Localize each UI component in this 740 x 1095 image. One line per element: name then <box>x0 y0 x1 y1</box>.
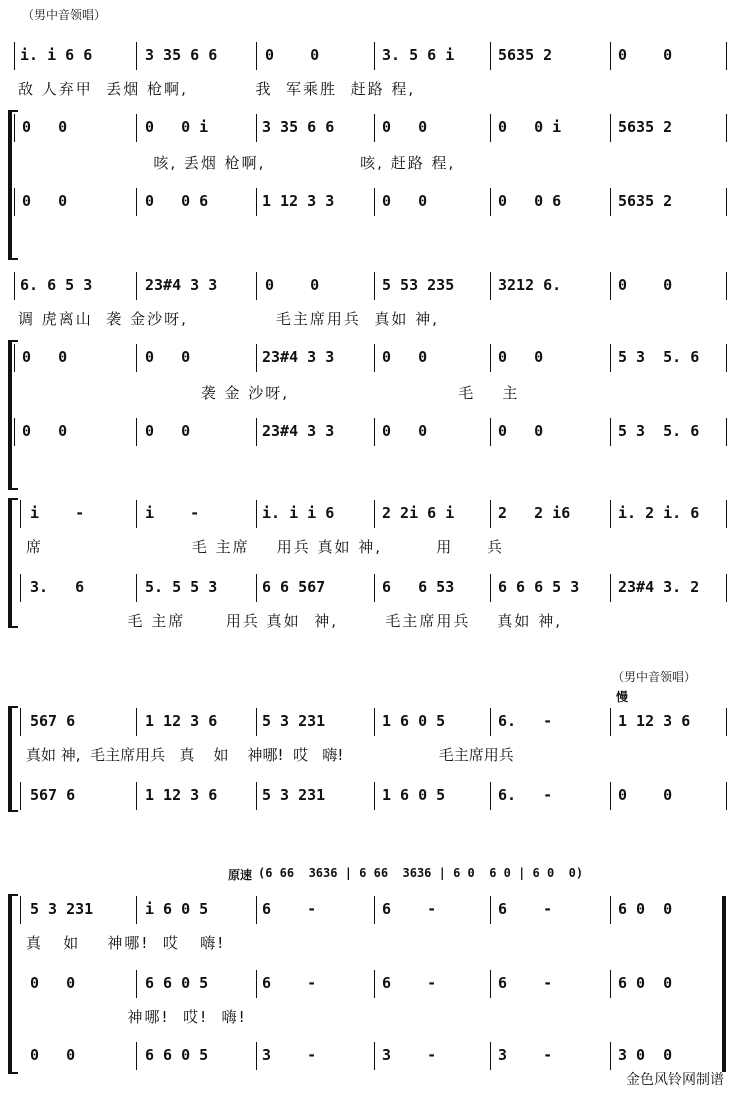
measure: 5 3 231 <box>30 900 94 918</box>
part-lead <box>0 498 740 528</box>
part-2 <box>0 572 740 602</box>
measure: 6 - <box>498 900 553 918</box>
measure: 0 0 <box>22 348 68 366</box>
measure: 5635 2 <box>498 46 553 64</box>
measure: 3 - <box>262 1046 317 1064</box>
measure: 3 - <box>382 1046 437 1064</box>
lyrics-line: 真 如 神哪! 哎 嗨! <box>26 934 226 952</box>
measure: i - <box>30 504 85 522</box>
part-2 <box>0 780 740 810</box>
measure: 0 0 i <box>498 118 562 136</box>
measure: 0 0 <box>22 422 68 440</box>
measure: 5635 2 <box>618 118 673 136</box>
lyrics-line: 席 毛 主席 用兵 真如 神, 用 兵 <box>26 538 505 556</box>
measure: 2 2i 6 i <box>382 504 455 522</box>
measure: i. 2 i. 6 <box>618 504 700 522</box>
measure: 3. 5 6 i <box>382 46 455 64</box>
measure: 3 - <box>498 1046 553 1064</box>
measure: i. i 6 6 <box>20 46 93 64</box>
lead-singer-label: （男中音领唱） <box>22 8 107 22</box>
measure: 1 12 3 6 <box>618 712 691 730</box>
part-3 <box>0 186 740 216</box>
part-2 <box>0 968 740 998</box>
part-lead <box>0 270 740 300</box>
measure: 23#4 3 3 <box>262 422 335 440</box>
measure: 0 0 <box>265 276 320 294</box>
measure: 0 0 <box>22 192 68 210</box>
part-2 <box>0 342 740 372</box>
lyrics-line: 袭 金 沙呀, 毛 主 <box>18 384 520 402</box>
measure: 3. 6 <box>30 578 85 596</box>
measure: 6 6 567 <box>262 578 326 596</box>
measure: 1 6 0 5 <box>382 786 446 804</box>
measure: 6 - <box>382 974 437 992</box>
measure: 6 0 0 <box>618 974 673 992</box>
measure: 1 12 3 3 <box>262 192 335 210</box>
measure: 0 0 <box>498 348 544 366</box>
measure: 3212 6. <box>498 276 562 294</box>
measure: 23#4 3 3 <box>262 348 335 366</box>
part-3 <box>0 416 740 446</box>
measure: 1 12 3 6 <box>145 712 218 730</box>
measure: 0 0 <box>618 46 673 64</box>
part-lead <box>0 706 740 736</box>
measure: 6 0 0 <box>618 900 673 918</box>
measure: 0 0 <box>382 192 428 210</box>
measure: 6. 6 5 3 <box>20 276 93 294</box>
measure: 6 6 6 5 3 <box>498 578 580 596</box>
accompaniment-line: (6 66 3636 | 6 66 3636 | 6 0 6 0 | 6 0 0) <box>258 866 584 880</box>
part-2 <box>0 112 740 142</box>
measure: 6. - <box>498 712 553 730</box>
measure: 0 0 <box>498 422 544 440</box>
measure: 5. 5 5 3 <box>145 578 218 596</box>
measure: 6 - <box>498 974 553 992</box>
measure: 6 6 0 5 <box>145 1046 209 1064</box>
measure: 3 35 6 6 <box>262 118 335 136</box>
measure: 0 0 <box>145 348 191 366</box>
measure: 0 0 6 <box>498 192 562 210</box>
measure: 23#4 3. 2 <box>618 578 700 596</box>
measure: 5635 2 <box>618 192 673 210</box>
part-lead <box>0 894 740 924</box>
measure: i - <box>145 504 200 522</box>
measure: 567 6 <box>30 786 76 804</box>
measure: i 6 0 5 <box>145 900 209 918</box>
measure: 0 0 <box>30 974 76 992</box>
measure: 0 0 i <box>145 118 209 136</box>
lyrics-line: 毛 主席 用兵 真如 神, 毛主席用兵 真如 神, <box>26 612 562 630</box>
tempo-original: 原速 <box>228 868 253 882</box>
measure: 23#4 3 3 <box>145 276 218 294</box>
measure: 0 0 6 <box>145 192 209 210</box>
lyrics-line: 调 虎离山 袭 金沙呀, 毛主席用兵 真如 神, <box>18 310 439 328</box>
measure: 6 - <box>262 900 317 918</box>
measure: 0 0 <box>265 46 320 64</box>
measure: 6 - <box>382 900 437 918</box>
part-3 <box>0 1040 740 1070</box>
measure: 0 0 <box>618 276 673 294</box>
measure: 5 3 5. 6 <box>618 348 700 366</box>
measure: 6 6 0 5 <box>145 974 209 992</box>
measure: 0 0 <box>22 118 68 136</box>
measure: 0 0 <box>618 786 673 804</box>
measure: 2 2 i6 <box>498 504 571 522</box>
measure: 1 12 3 6 <box>145 786 218 804</box>
part-lead <box>0 40 740 70</box>
measure: i. i i 6 <box>262 504 335 522</box>
measure: 1 6 0 5 <box>382 712 446 730</box>
measure: 6 6 53 <box>382 578 455 596</box>
lead-singer-label: （男中音领唱） <box>612 670 697 684</box>
lyrics-line: 真如 神, 毛主席用兵 真 如 神哪! 哎 嗨! 毛主席用兵 <box>26 746 514 764</box>
measure: 0 0 <box>30 1046 76 1064</box>
measure: 3 0 0 <box>618 1046 673 1064</box>
measure: 6. - <box>498 786 553 804</box>
measure: 0 0 <box>382 422 428 440</box>
measure: 567 6 <box>30 712 76 730</box>
measure: 6 - <box>262 974 317 992</box>
lyrics-line: 咳, 丢烟 枪啊, 咳, 赶路 程, <box>18 154 456 172</box>
measure: 0 0 <box>145 422 191 440</box>
measure: 5 3 5. 6 <box>618 422 700 440</box>
measure: 0 0 <box>382 118 428 136</box>
measure: 0 0 <box>382 348 428 366</box>
measure: 5 3 231 <box>262 712 326 730</box>
credit-text: 金色风铃网制谱 <box>626 1072 724 1088</box>
measure: 5 3 231 <box>262 786 326 804</box>
tempo-slow: 慢 <box>616 690 629 704</box>
lyrics-line: 神哪! 哎! 嗨! <box>26 1008 247 1026</box>
measure: 5 53 235 <box>382 276 455 294</box>
lyrics-line: 敌 人弃甲 丢烟 枪啊, 我 军乘胜 赶路 程, <box>18 80 416 98</box>
measure: 3 35 6 6 <box>145 46 218 64</box>
